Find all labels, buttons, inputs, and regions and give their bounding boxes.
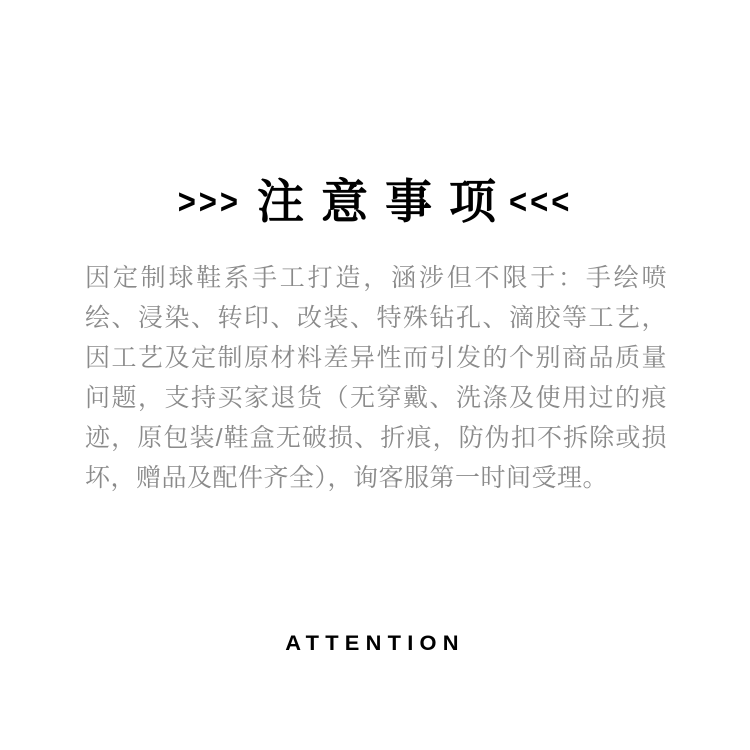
page-title-text: 注意事项 [257, 174, 513, 228]
notice-paragraph: 因定制球鞋系手工打造，涵涉但不限于：手绘喷绘、浸染、转印、改装、特殊钻孔、滴胶等工艺，因工艺及定制原材料差异性而引发的个别商品质量问题，支持买家退货（无穿戴、洗涤及使用过的痕迹，原包装/鞋盒无破损、折痕，防伪扣不拆除或损坏，赠品及配件齐全），询客服第一时间受理。 [85, 264, 667, 492]
page-title [0, 170, 750, 232]
attention-wordmark: ATTENTION [285, 632, 465, 655]
right-chevrons-icon: >>> [177, 180, 241, 222]
left-chevrons-icon: <<< [509, 180, 573, 222]
